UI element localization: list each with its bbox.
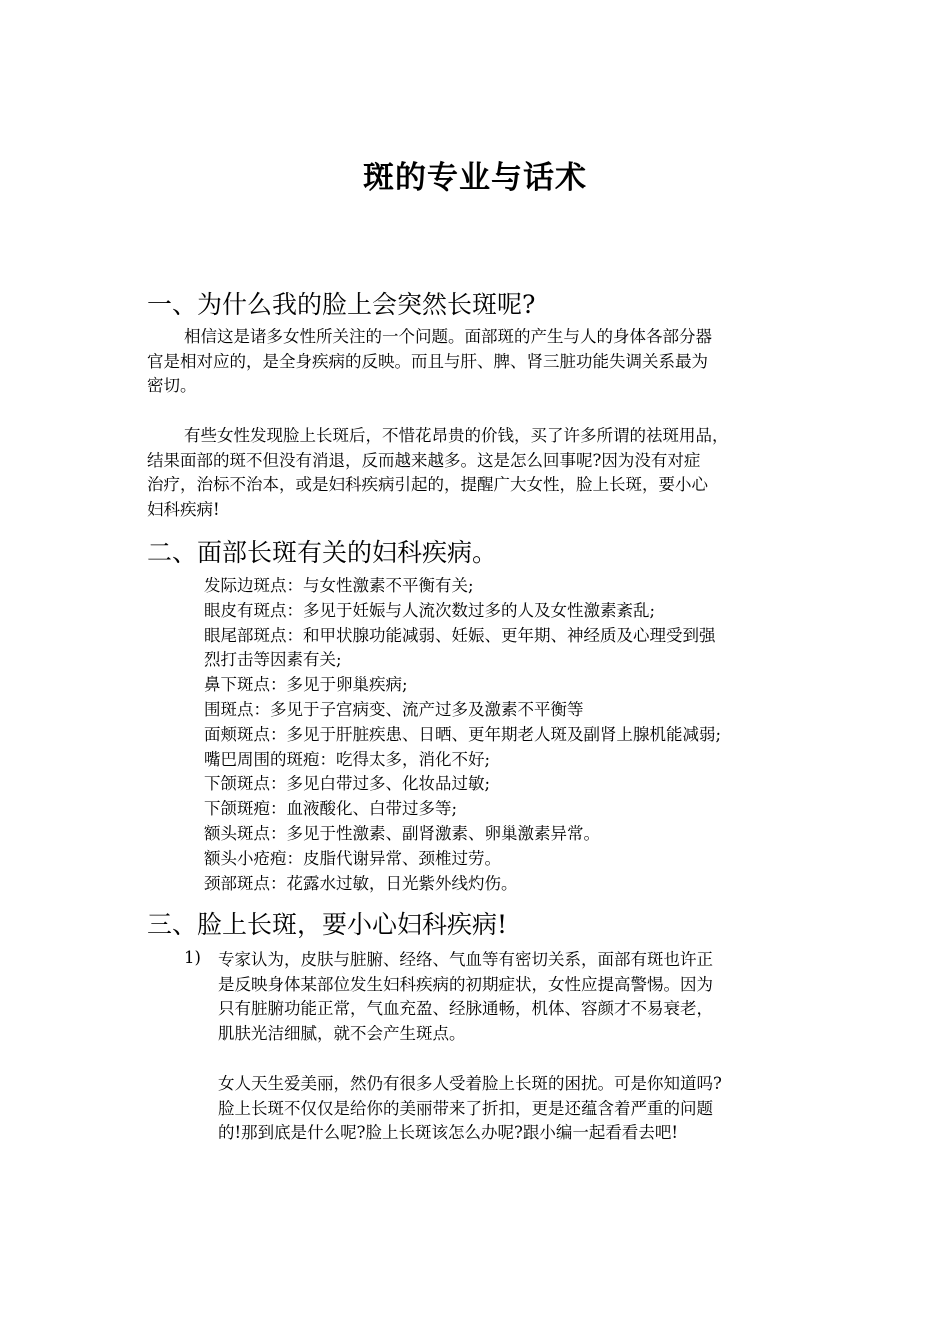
section-3-paragraph-2 [218,1072,814,1146]
list-item: 嘴巴周围的斑疱：吃得太多，消化不好; [204,749,491,769]
section-3-paragraph-1 [218,948,814,1046]
section-3-heading: 三、脸上长斑，要小心妇科疾病! [147,910,508,939]
list-item: 眼尾部斑点：和甲状腺功能减弱、妊娠、更年期、神经质及心理受到强 [204,625,716,645]
list-item: 围斑点：多见于子宫病变、流产过多及激素不平衡等 [204,699,584,719]
text-line: 专家认为，皮肤与脏腑、经络、气血等有密切关系，面部有斑也许正 [218,950,713,969]
text-line: 结果面部的斑不但没有消退，反而越来越多。这是怎么回事呢?因为没有对症 [147,450,701,470]
text-line: 有些女性发现脸上长斑后，不惜花昂贵的价钱，买了许多所谓的祛斑用品， [184,426,729,445]
text-line: 官是相对应的，是全身疾病的反映。而且与肝、脾、肾三脏功能失调关系最为 [147,351,708,371]
section-1-paragraph-2 [147,424,811,522]
section-1-heading: 一、为什么我的脸上会突然长斑呢? [147,290,536,319]
text-line: 是反映身体某部位发生妇科疾病的初期症状，女性应提高警惕。因为 [218,974,713,994]
text-line: 密切。 [147,376,197,395]
text-line: 相信这是诸多女性所关注的一个问题。面部斑的产生与人的身体各部分器 [184,327,712,346]
list-item: 眼皮有斑点：多见于妊娠与人流次数过多的人及女性激素紊乱; [204,600,656,620]
list-item: 鼻下斑点：多见于卵巢疾病; [204,675,408,695]
text-line: 肌肤光洁细腻，就不会产生斑点。 [218,1023,466,1043]
list-item: 颈部斑点：花露水过敏，日光紫外线灼伤。 [204,873,518,893]
text-line: 脸上长斑不仅仅是给你的美丽带来了折扣，更是还蕴含着严重的问题 [218,1098,713,1118]
list-item: 发际边斑点：与女性激素不平衡有关; [204,576,474,595]
list-item: 额头斑点：多见于性激素、副肾激素、卵巢激素异常。 [204,823,600,843]
text-line: 治疗，治标不治本，或是妇科疾病引起的，提醒广大女性，脸上长斑，要小心 [147,475,708,494]
list-item: 额头小疮疱：皮脂代谢异常、颈椎过劳。 [204,848,501,868]
document-title: 斑的专业与话术 [363,160,587,196]
section-2-heading: 二、面部长斑有关的妇科疾病。 [147,538,498,567]
list-item: 烈打击等因素有关; [204,650,342,670]
list-item: 面颊斑点：多见于肝脏疾患、日晒、更年期老人斑及副肾上腺机能减弱; [204,724,722,744]
list-number: 1) [184,948,201,967]
section-2-list [204,574,814,896]
text-line: 的!那到底是什么呢?脸上长斑该怎么办呢?跟小编一起看看去吧! [218,1123,678,1142]
list-item: 下颌斑疱：血液酸化、白带过多等; [204,799,458,819]
text-line: 女人天生爱美丽，然仍有很多人受着脸上长斑的困扰。可是你知道吗? [218,1074,722,1093]
section-1-paragraph-1 [147,325,811,399]
list-item: 下颌斑点：多见白带过多、化妆品过敏; [204,774,491,794]
text-line: 妇科疾病! [147,499,220,519]
text-line: 只有脏腑功能正常，气血充盈、经脉通畅，机体、容颜才不易衰老， [218,999,713,1018]
